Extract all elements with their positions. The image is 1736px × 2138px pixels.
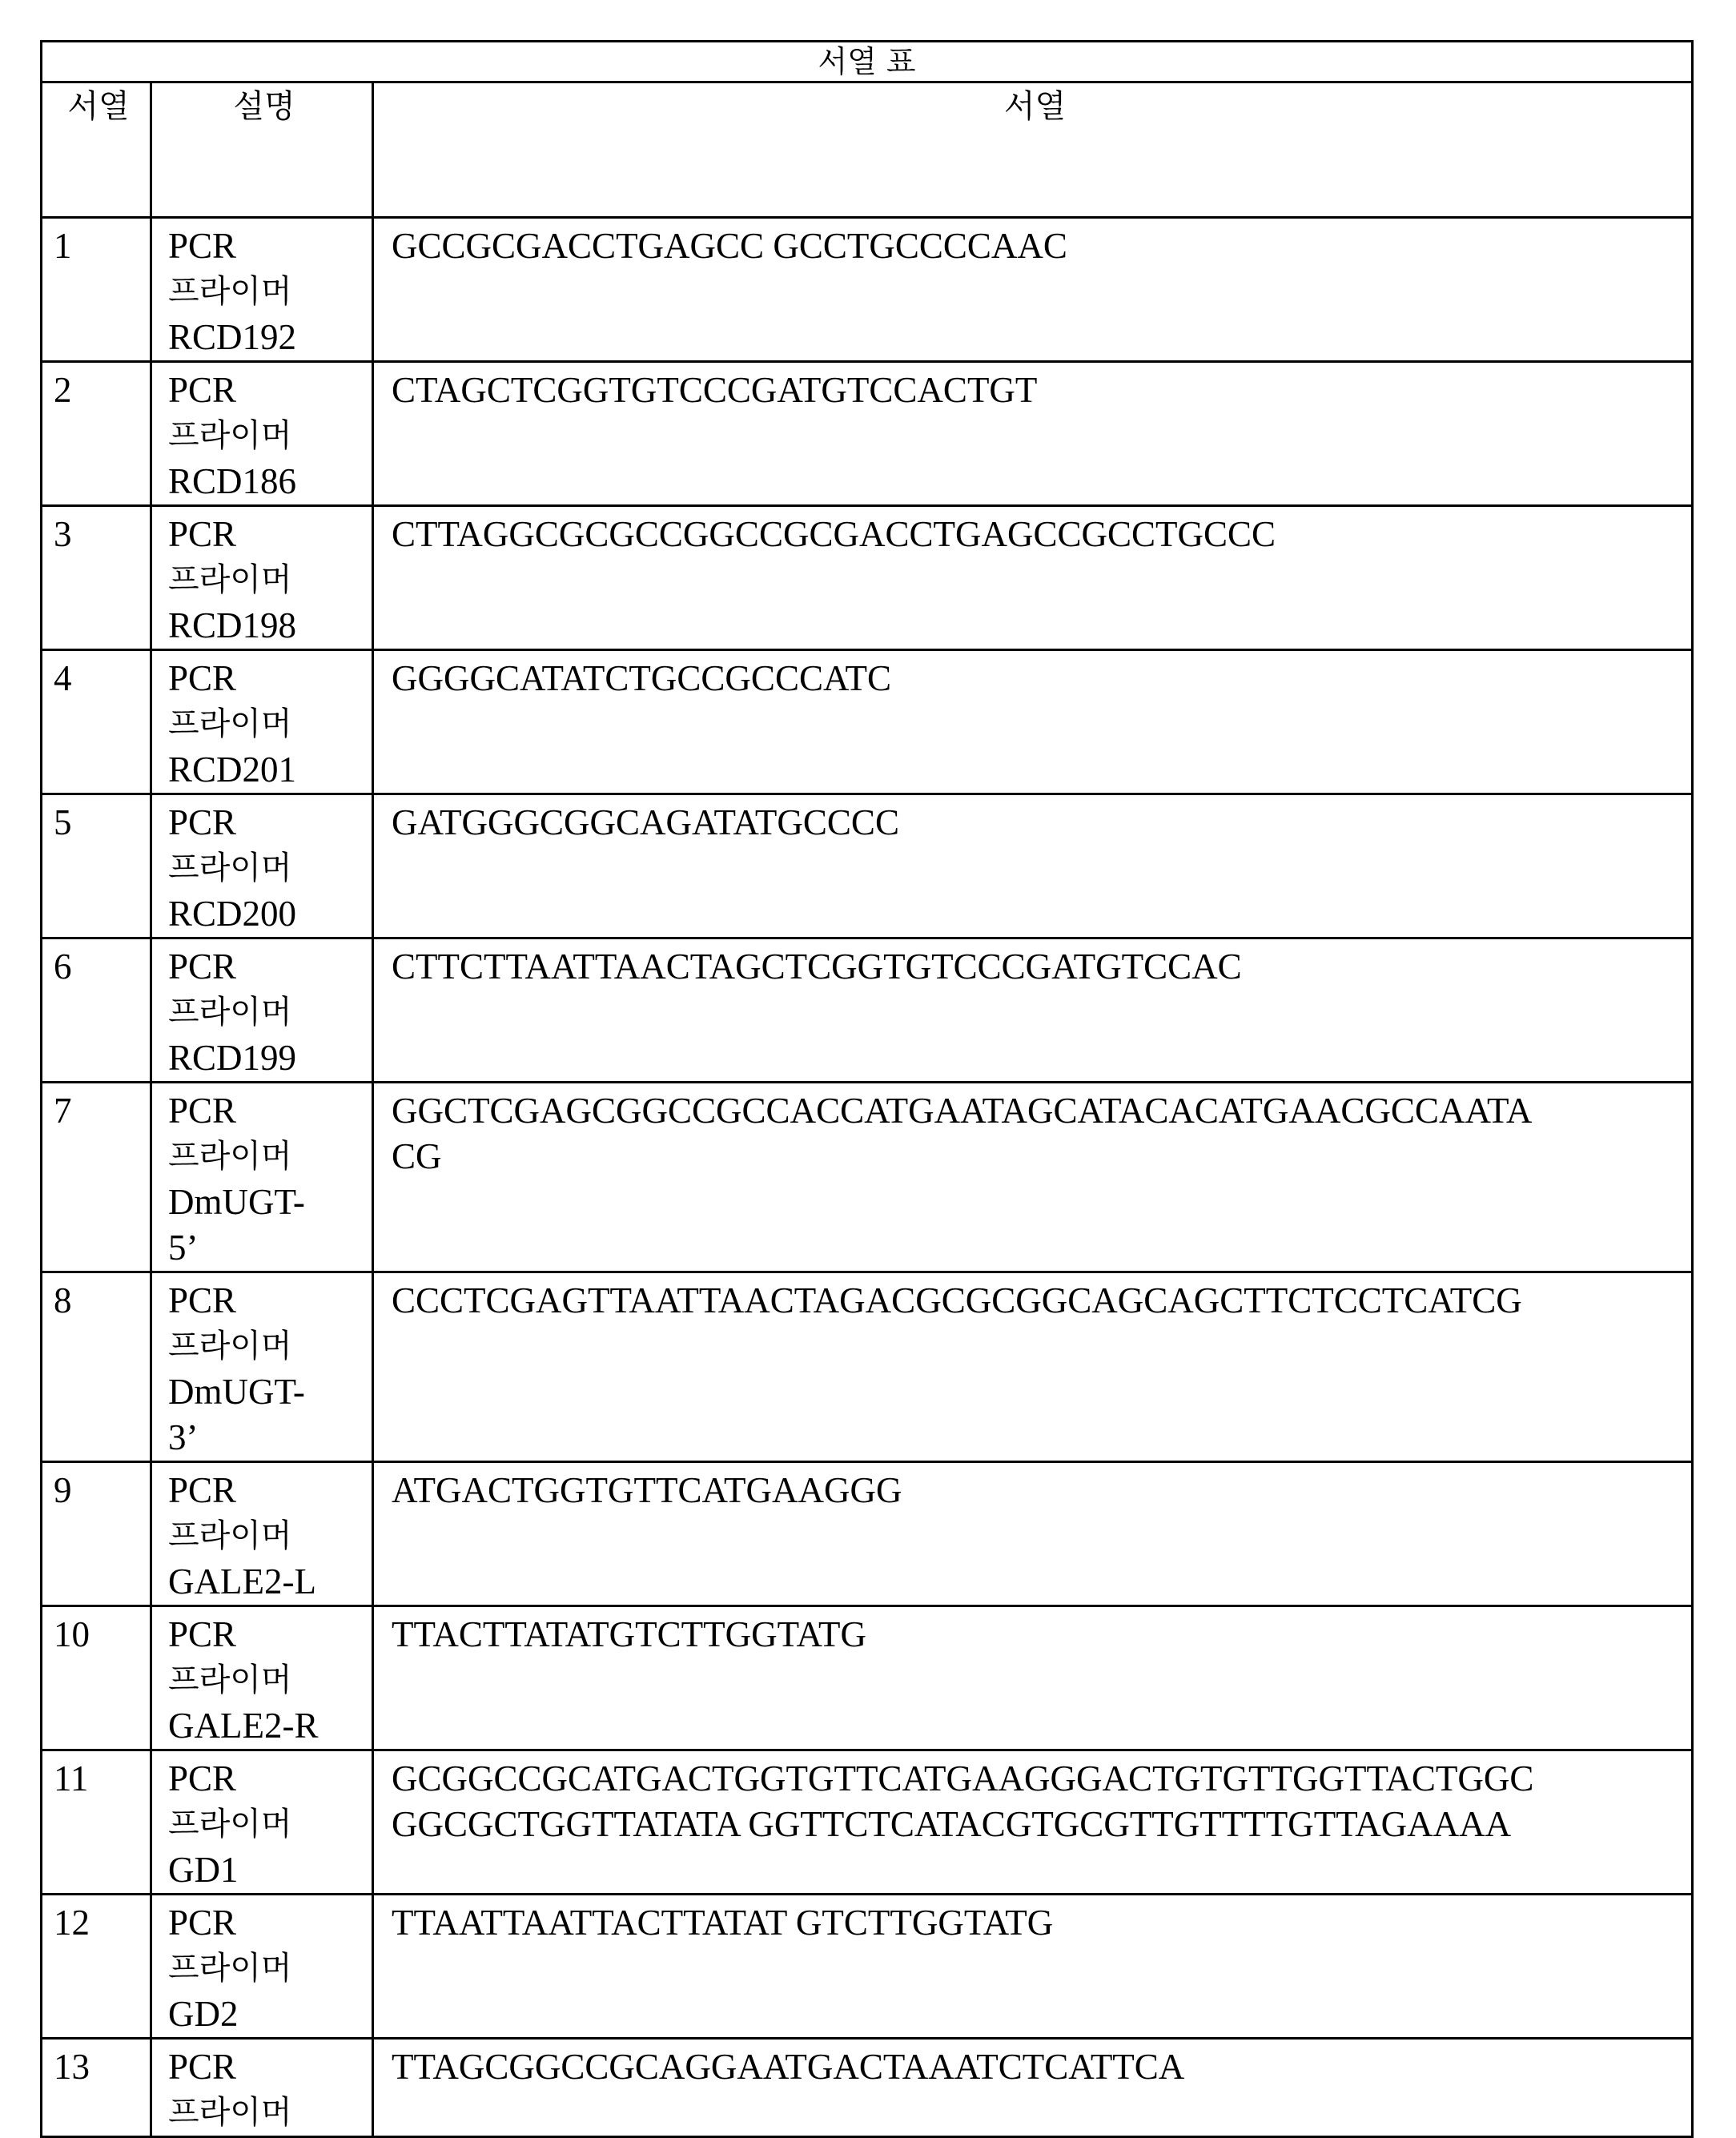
table-row — [42, 1895, 1693, 2039]
table-row — [42, 1606, 1693, 1750]
description-line: DmUGT- — [168, 1180, 360, 1225]
description-line: RCD201 — [168, 747, 360, 793]
description-line: GD2 — [168, 1991, 360, 2037]
seq-number: 8 — [42, 1272, 151, 1462]
sequence-cell — [373, 2039, 1693, 2137]
sequence-cell — [373, 1606, 1693, 1750]
description-line: 3’ — [168, 1415, 360, 1461]
description-cell — [151, 794, 373, 938]
description-line: PCR — [168, 512, 360, 557]
description-line: 프라이머 — [168, 1658, 360, 1703]
description-line: PCR — [168, 1900, 360, 1946]
sequence-cell — [373, 650, 1693, 794]
description-cell — [151, 650, 373, 794]
table-row — [42, 1083, 1693, 1272]
description-line: GALE2-L — [168, 1559, 360, 1605]
description-line: RCD186 — [168, 459, 360, 504]
description-line: 프라이머 — [168, 1946, 360, 1991]
sequence-line: CCCTCGAGTTAATTAACTAGACGCGCGGCAGCAGCTTCTCCTCATCG — [392, 1278, 1680, 1324]
description-line: PCR — [168, 656, 360, 701]
seq-number: 7 — [42, 1083, 151, 1272]
description-line: RCD192 — [168, 315, 360, 360]
sequence-line: ATGACTGGTGTTCATGAAGGG — [392, 1468, 1680, 1513]
table-title: 서열 표 — [42, 42, 1693, 82]
seq-number: 5 — [42, 794, 151, 938]
sequence-line: GGCGCTGGTTATATA GGTTCTCATACGTGCGTTGTTTTGTTAGAAAA — [392, 1802, 1680, 1847]
seq-number: 9 — [42, 1462, 151, 1606]
table-row — [42, 506, 1693, 650]
description-cell — [151, 1606, 373, 1750]
description-line: PCR — [168, 1612, 360, 1658]
description-cell — [151, 1083, 373, 1272]
description-line: 프라이머 — [168, 2090, 360, 2136]
sequence-line: GGGGCATATCTGCCGCCCATC — [392, 656, 1680, 701]
description-cell — [151, 2039, 373, 2137]
sequence-line: TTAATTAATTACTTATAT GTCTTGGTATG — [392, 1900, 1680, 1946]
description-line: 프라이머 — [168, 990, 360, 1035]
seq-number: 1 — [42, 218, 151, 362]
description-line: 프라이머 — [168, 557, 360, 603]
table-row — [42, 650, 1693, 794]
description-line: PCR — [168, 223, 360, 269]
table-row — [42, 1272, 1693, 1462]
seq-number: 6 — [42, 938, 151, 1083]
description-line: GALE2-R — [168, 1703, 360, 1749]
sequence-line: TTAGCGGCCGCAGGAATGACTAAATCTCATTCA — [392, 2044, 1680, 2090]
description-cell — [151, 1895, 373, 2039]
table-row — [42, 2039, 1693, 2137]
description-line: 프라이머 — [168, 846, 360, 891]
sequence-cell — [373, 1895, 1693, 2039]
sequence-line: TTACTTATATGTCTTGGTATG — [392, 1612, 1680, 1658]
table-row — [42, 1750, 1693, 1895]
header-description: 설명 — [151, 82, 373, 218]
description-line: DmUGT- — [168, 1369, 360, 1415]
sequence-line: GCCGCGACCTGAGCC GCCTGCCCCAAC — [392, 223, 1680, 269]
description-cell — [151, 1272, 373, 1462]
seq-number: 13 — [42, 2039, 151, 2137]
seq-number: 11 — [42, 1750, 151, 1895]
description-line: PCR — [168, 368, 360, 413]
description-line: 5’ — [168, 1225, 360, 1271]
description-cell — [151, 938, 373, 1083]
table-row — [42, 218, 1693, 362]
description-line: RCD200 — [168, 891, 360, 937]
description-cell — [151, 1750, 373, 1895]
description-line: PCR — [168, 1088, 360, 1134]
description-line: RCD198 — [168, 603, 360, 649]
description-line: PCR — [168, 1468, 360, 1513]
seq-number: 2 — [42, 362, 151, 506]
header-seq-no: 서열 — [42, 82, 151, 218]
description-line: 프라이머 — [168, 701, 360, 747]
description-line: PCR — [168, 1278, 360, 1324]
sequence-cell — [373, 1083, 1693, 1272]
seq-number: 3 — [42, 506, 151, 650]
description-line: 프라이머 — [168, 1324, 360, 1369]
header-sequence: 서열 — [373, 82, 1693, 218]
table-row — [42, 362, 1693, 506]
sequence-line: CTTAGGCGCGCCGGCCGCGACCTGAGCCGCCTGCCC — [392, 512, 1680, 557]
description-cell — [151, 1462, 373, 1606]
sequence-line: CG — [392, 1134, 1680, 1180]
description-line: 프라이머 — [168, 1134, 360, 1180]
sequence-line: GATGGGCGGCAGATATGCCCC — [392, 800, 1680, 846]
sequence-cell — [373, 1750, 1693, 1895]
sequence-cell — [373, 218, 1693, 362]
sequence-line: CTTCTTAATTAACTAGCTCGGTGTCCCGATGTCCAC — [392, 944, 1680, 990]
table-row — [42, 938, 1693, 1083]
description-cell — [151, 362, 373, 506]
sequence-cell — [373, 1272, 1693, 1462]
sequence-cell — [373, 938, 1693, 1083]
sequence-cell — [373, 794, 1693, 938]
description-cell — [151, 218, 373, 362]
description-line: 프라이머 — [168, 1513, 360, 1559]
sequence-cell — [373, 506, 1693, 650]
description-line: 프라이머 — [168, 413, 360, 459]
description-line: GD1 — [168, 1847, 360, 1893]
sequence-table — [40, 40, 1694, 2138]
sequence-line: CTAGCTCGGTGTCCCGATGTCCACTGT — [392, 368, 1680, 413]
description-line: PCR — [168, 1756, 360, 1802]
description-line: 프라이머 — [168, 269, 360, 315]
sequence-line: GCGGCCGCATGACTGGTGTTCATGAAGGGACTGTGTTGGTTACTGGC — [392, 1756, 1680, 1802]
description-cell — [151, 506, 373, 650]
table-row — [42, 1462, 1693, 1606]
seq-number: 10 — [42, 1606, 151, 1750]
seq-number: 12 — [42, 1895, 151, 2039]
description-line: PCR — [168, 2044, 360, 2090]
sequence-line: GGCTCGAGCGGCCGCCACCATGAATAGCATACACATGAACGCCAATA — [392, 1088, 1680, 1134]
description-line: 프라이머 — [168, 1802, 360, 1847]
description-line: PCR — [168, 944, 360, 990]
sequence-cell — [373, 362, 1693, 506]
seq-number: 4 — [42, 650, 151, 794]
table-row — [42, 794, 1693, 938]
sequence-cell — [373, 1462, 1693, 1606]
description-line: RCD199 — [168, 1035, 360, 1081]
description-line: PCR — [168, 800, 360, 846]
